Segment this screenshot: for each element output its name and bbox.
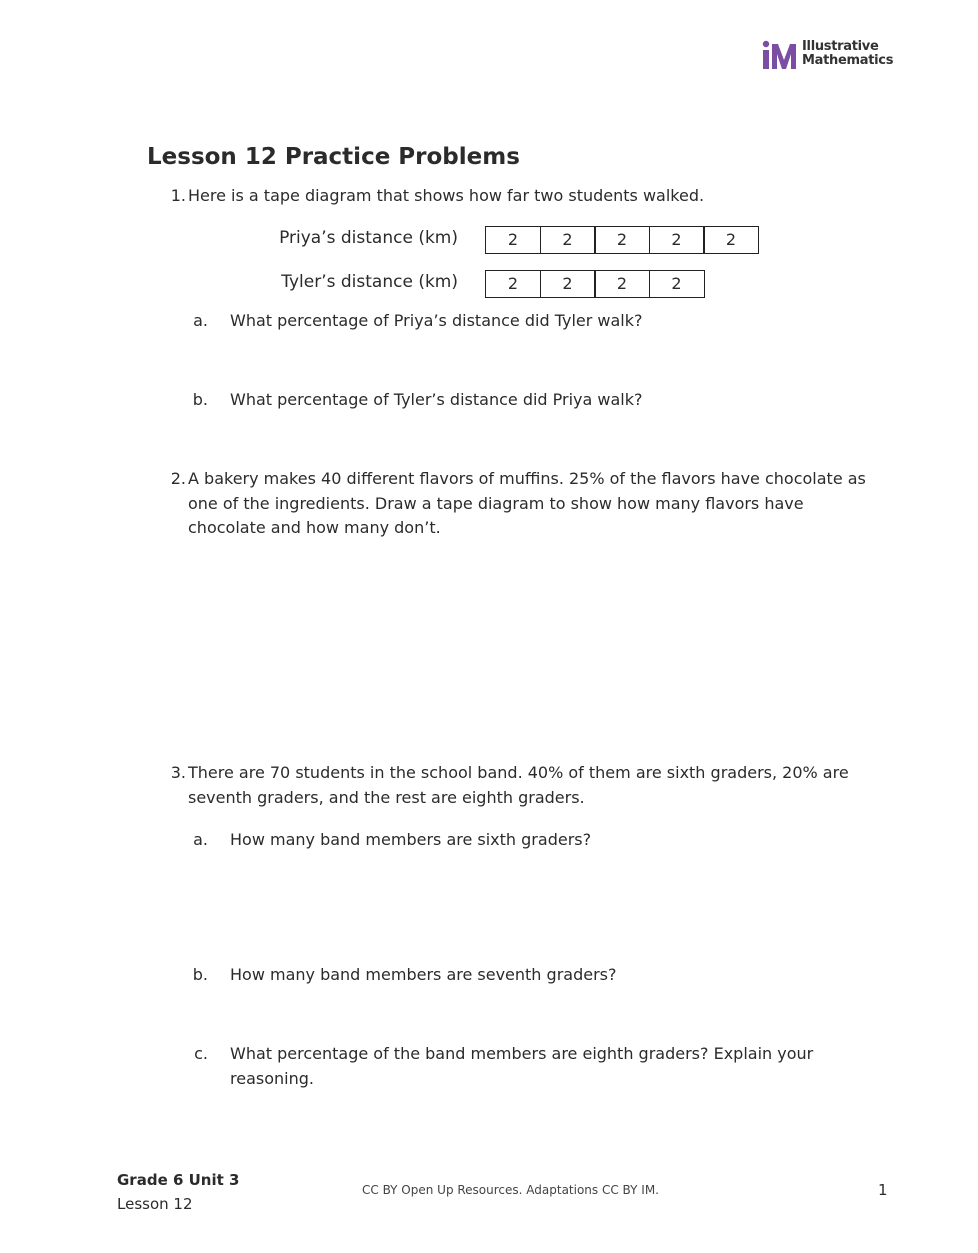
tyler-distance-label: Tyler’s distance (km) — [281, 272, 458, 292]
problem-2-line: A bakery makes 40 different flavors of muffins. 25% of the flavors have chocolate as — [188, 469, 866, 488]
tyler-tape-diagram — [485, 270, 705, 298]
problem-2-line: chocolate and how many don’t. — [188, 518, 441, 537]
problem-3-line: There are 70 students in the school band. 40% of them are sixth graders, 20% are — [188, 763, 849, 782]
priya-tape-cell: 2 — [649, 226, 705, 254]
footer-license: CC BY Open Up Resources. Adaptations CC BY IM. — [362, 1183, 659, 1197]
problem-3a-text: How many band members are sixth graders? — [230, 830, 592, 849]
problem-1a-text: What percentage of Priya’s distance did Tyler walk? — [230, 311, 643, 330]
problem-2-text — [188, 467, 866, 541]
priya-tape-cell: 2 — [485, 226, 541, 254]
problem-1b-text: What percentage of Tyler’s distance did Priya walk? — [230, 390, 643, 409]
problem-3-line: seventh graders, and the rest are eighth graders. — [188, 787, 585, 807]
problem-1b-letter: b. — [192, 390, 208, 409]
problem-3-text — [188, 761, 849, 810]
problem-3b-letter: b. — [192, 965, 208, 984]
problem-3c-text — [230, 1042, 813, 1091]
im-logo-icon — [762, 40, 798, 70]
problem-3a-letter: a. — [193, 830, 208, 849]
page-number: 1 — [878, 1181, 888, 1199]
problem-2-number: 2. — [170, 469, 186, 488]
problem-2-line: one of the ingredients. Draw a tape diagram to show how many flavors have — [188, 493, 804, 513]
page-title: Lesson 12 Practice Problems — [147, 144, 520, 170]
tyler-tape-cell: 2 — [594, 270, 650, 298]
logo-text — [802, 40, 893, 68]
logo-line2: Mathematics — [802, 53, 894, 68]
tyler-tape-cell: 2 — [485, 270, 541, 298]
tyler-tape-cell: 2 — [649, 270, 705, 298]
priya-tape-cell: 2 — [594, 226, 650, 254]
tyler-tape-cell: 2 — [540, 270, 596, 298]
problem-3c-line: What percentage of the band members are eighth graders? Explain your — [230, 1044, 814, 1063]
priya-tape-cell: 2 — [703, 226, 759, 254]
problem-1a-letter: a. — [193, 311, 208, 330]
footer-lesson: Lesson 12 — [117, 1195, 193, 1213]
priya-tape-cell: 2 — [540, 226, 596, 254]
illustrative-mathematics-logo — [762, 40, 892, 72]
priya-tape-diagram — [485, 226, 759, 254]
problem-3b-text: How many band members are seventh graders? — [230, 965, 617, 984]
priya-distance-label: Priya’s distance (km) — [279, 228, 458, 248]
footer-grade-unit: Grade 6 Unit 3 — [117, 1171, 240, 1189]
logo-line1: Illustrative — [802, 39, 879, 54]
problem-1-text: Here is a tape diagram that shows how far two students walked. — [188, 186, 705, 205]
problem-1-number: 1. — [170, 186, 186, 205]
problem-3c-letter: c. — [194, 1044, 208, 1063]
problem-3c-line: reasoning. — [230, 1068, 314, 1088]
footer-course-info — [117, 1168, 239, 1216]
problem-3-number: 3. — [170, 763, 186, 782]
